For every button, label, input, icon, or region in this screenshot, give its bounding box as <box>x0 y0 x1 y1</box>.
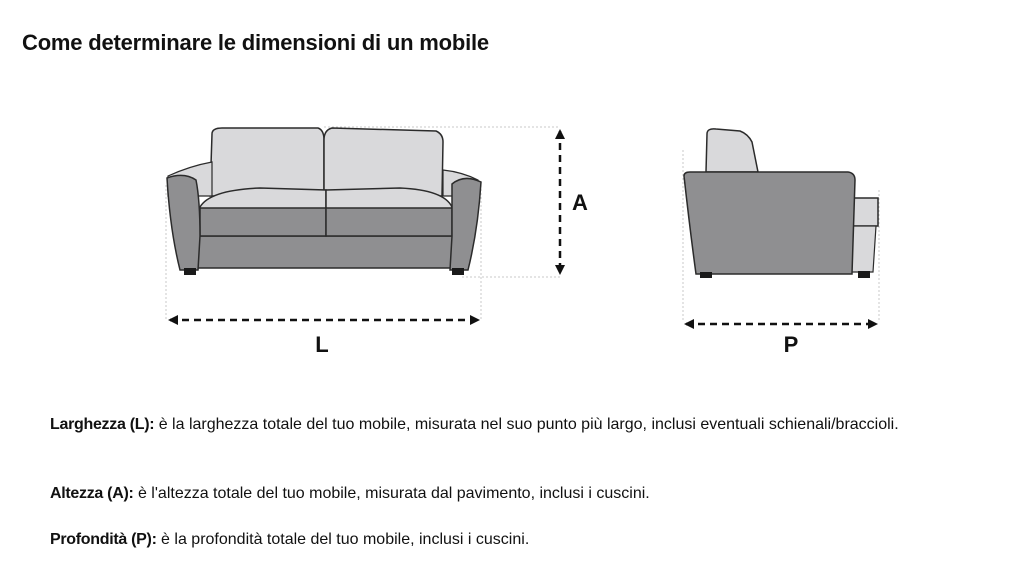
side-leg-front <box>858 271 870 278</box>
width-text: è la larghezza totale del tuo mobile, misurata nel suo punto più largo, inclusi eventuali schienali/braccioli. <box>154 416 899 433</box>
width-description <box>50 414 950 436</box>
depth-label: P <box>783 332 799 357</box>
height-term: Altezza (A): <box>50 485 134 502</box>
depth-description <box>50 529 950 551</box>
side-leg-back <box>700 272 712 278</box>
height-dimension <box>560 131 588 273</box>
side-backrest <box>706 129 758 172</box>
armrest-left <box>167 175 200 270</box>
back-cushion-left <box>210 128 324 196</box>
leg-right <box>452 268 464 275</box>
back-cushion-right <box>324 128 443 196</box>
sofa-base <box>178 236 468 268</box>
height-label: A <box>572 190 588 215</box>
height-description <box>50 483 950 505</box>
side-arm-panel <box>684 172 855 274</box>
depth-term: Profondità (P): <box>50 531 157 548</box>
height-text: è l'altezza totale del tuo mobile, misurata dal pavimento, inclusi i cuscini. <box>133 485 650 502</box>
depth-dimension <box>686 324 876 357</box>
sofa-side-view <box>683 129 879 322</box>
width-label: L <box>315 332 329 357</box>
sofa-front-view <box>166 127 560 320</box>
seat-front-left <box>200 208 326 236</box>
depth-text: è la profondità totale del tuo mobile, inclusi i cuscini. <box>156 531 530 548</box>
seat-front-right <box>326 208 452 236</box>
leg-left <box>184 268 196 275</box>
armrest-right <box>450 178 481 270</box>
width-dimension <box>170 320 478 357</box>
page-title: Come determinare le dimensioni di un mobile <box>22 30 489 55</box>
width-term: Larghezza (L): <box>50 416 155 433</box>
